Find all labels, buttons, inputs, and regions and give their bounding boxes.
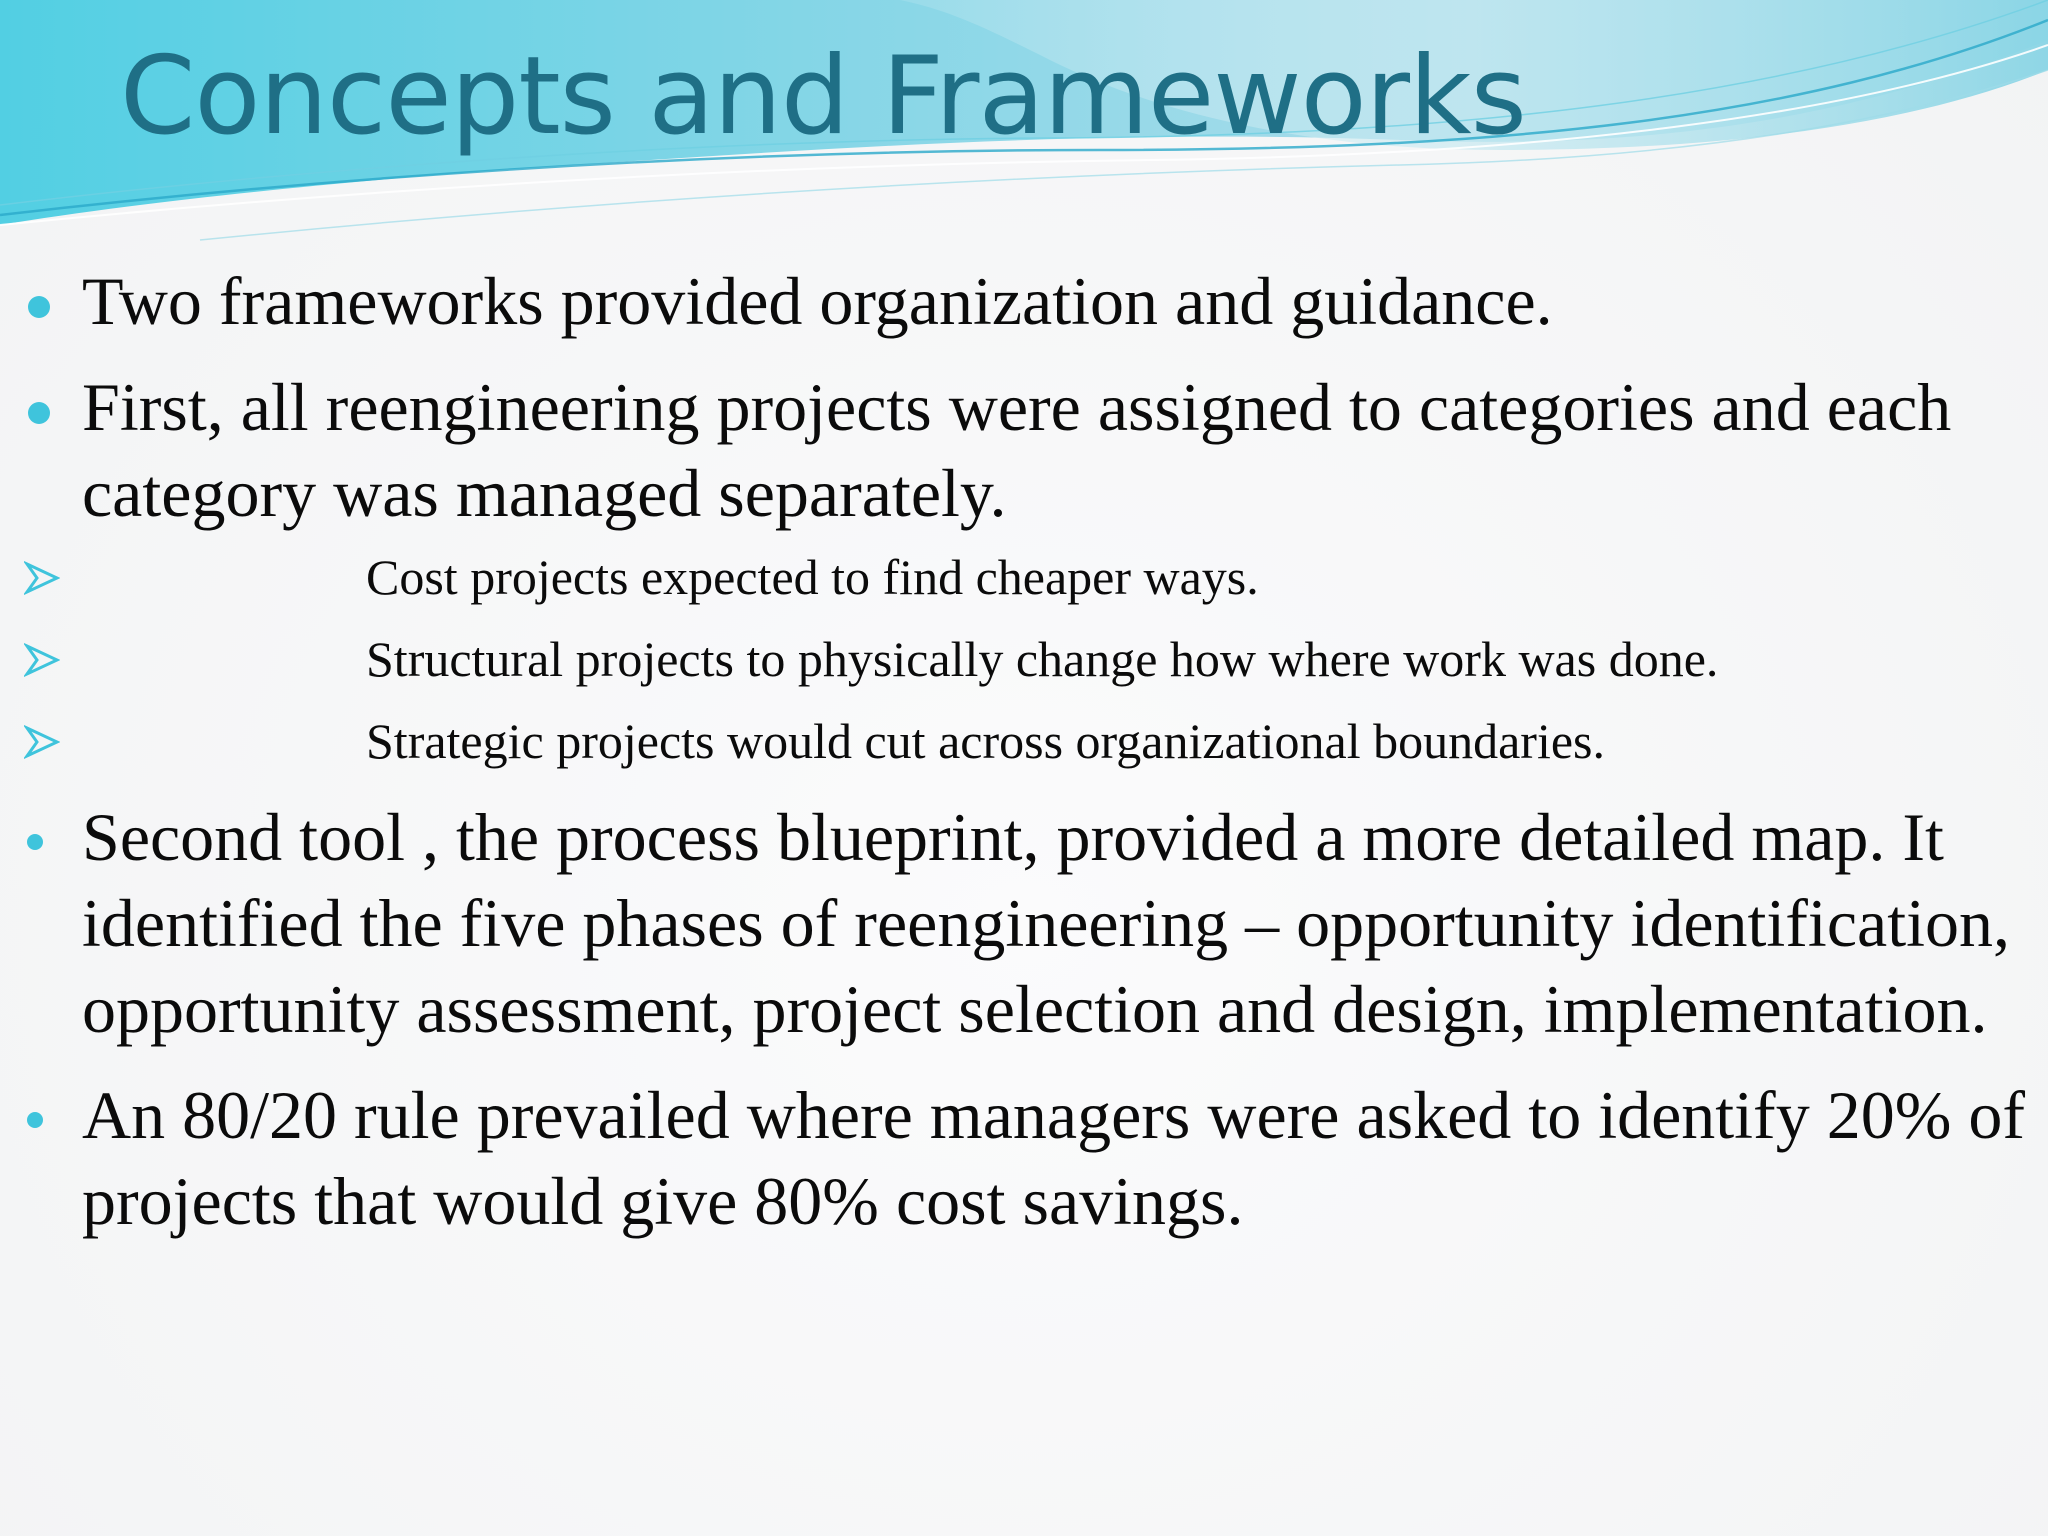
slide-body bbox=[0, 258, 2048, 1244]
sub-bullet-text: Structural projects to physically change how where work was done. bbox=[366, 631, 1719, 687]
bullet-circle-icon bbox=[27, 1112, 43, 1128]
bullet-circle-icon bbox=[28, 296, 50, 318]
sub-bullet-item bbox=[0, 536, 2048, 618]
bullet-text: First, all reengineering projects were assigned to categories and each category was managed separately. bbox=[82, 369, 1952, 531]
arrowhead-icon bbox=[24, 642, 60, 678]
sub-bullet-item bbox=[0, 618, 2048, 700]
bullet-item bbox=[0, 364, 2048, 536]
sub-bullet-text: Cost projects expected to find cheaper ways. bbox=[366, 549, 1259, 605]
bullet-text: Two frameworks provided organization and guidance. bbox=[82, 263, 1553, 339]
bullet-item bbox=[0, 1072, 2048, 1244]
bullet-text: An 80/20 rule prevailed where managers were asked to identify 20% of projects that would give 80% cost savings. bbox=[82, 1077, 2025, 1239]
bullet-circle-icon bbox=[28, 402, 50, 424]
sub-bullet-text: Strategic projects would cut across organizational boundaries. bbox=[366, 713, 1605, 769]
bullet-item bbox=[0, 794, 2048, 1052]
arrowhead-icon bbox=[24, 560, 60, 596]
bullet-text: Second tool , the process blueprint, provided a more detailed map. It identified the five phases of reengineering – opportunity identification, opportunity assessment, project selection and design, implementation. bbox=[82, 799, 2010, 1047]
bullet-circle-icon bbox=[27, 834, 43, 850]
arrowhead-icon bbox=[24, 724, 60, 760]
bullet-item bbox=[0, 258, 2048, 344]
slide-title: Concepts and Frameworks bbox=[120, 34, 1526, 159]
sub-bullet-item bbox=[0, 700, 2048, 782]
